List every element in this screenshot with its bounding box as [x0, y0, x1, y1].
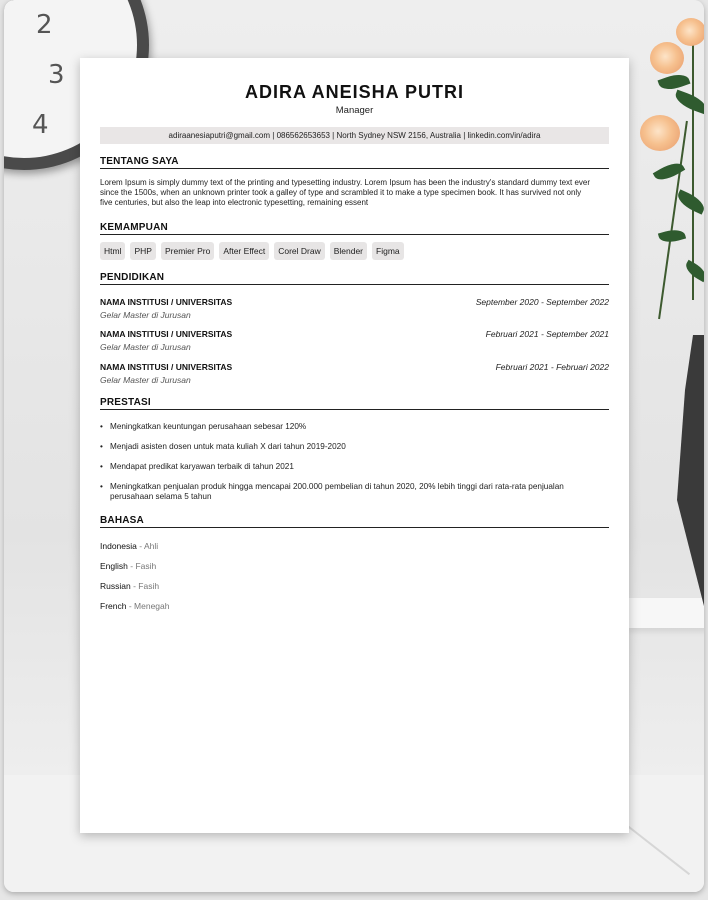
achievement-text: Menjadi asisten dosen untuk mata kuliah X dari tahun 2019-2020 [110, 442, 346, 451]
education-degree: Gelar Master di Jurusan [100, 310, 191, 320]
section-title-about: TENTANG SAYA [100, 156, 609, 169]
language-level: Fasih [138, 581, 160, 591]
resume-page [80, 58, 629, 833]
leaf [673, 90, 704, 115]
contact-bar: adiraanesiaputri@gmail.com | 086562653653 | North Sydney NSW 2156, Australia | linkedin.com/in/adira [100, 127, 609, 144]
education-institution: NAMA INSTITUSI / UNIVERSITAS [100, 329, 233, 339]
education-degree: Gelar Master di Jurusan [100, 342, 191, 352]
clock-number: 3 [48, 60, 65, 90]
language-name: English [100, 561, 128, 571]
language-level: Fasih [135, 561, 157, 571]
achievement-text: Meningkatkan penjualan produk hingga mencapai 200.000 pembelian di tahun 2020, 20% lebih tinggi dari rata-rata penjualan perusahaan selama 5 tahun [110, 482, 564, 501]
achievement-item [100, 442, 580, 452]
bullet: • [100, 422, 103, 431]
language-level: Menegah [134, 601, 170, 611]
vase [677, 335, 704, 610]
shelf [629, 598, 704, 628]
skill-tag: After Effect [219, 242, 269, 260]
flower [640, 115, 680, 151]
achievement-item [100, 462, 580, 472]
language-item [100, 581, 159, 591]
language-level: Ahli [143, 541, 159, 551]
education-dates: September 2020 - September 2022 [475, 297, 609, 307]
resume-role: Manager [335, 105, 374, 116]
resume-name: ADIRA ANEISHA PUTRI [244, 82, 464, 102]
section-title-languages: BAHASA [100, 515, 609, 528]
leaf [658, 227, 686, 245]
achievement-text: Mendapat predikat karyawan terbaik di tahun 2021 [110, 462, 294, 471]
flower [650, 42, 684, 74]
education-degree: Gelar Master di Jurusan [100, 375, 191, 385]
clock-number: 4 [32, 110, 49, 140]
language-name: Indonesia [100, 541, 137, 551]
skill-tag: Html [100, 242, 125, 260]
education-institution: NAMA INSTITUSI / UNIVERSITAS [100, 297, 233, 307]
language-item [100, 541, 158, 551]
education-dates: Februari 2021 - Februari 2022 [495, 362, 609, 372]
education-institution: NAMA INSTITUSI / UNIVERSITAS [100, 362, 233, 372]
language-item [100, 601, 169, 611]
leaf [658, 70, 691, 93]
flower [676, 18, 704, 46]
bullet: • [100, 462, 103, 471]
language-separator: - [130, 581, 139, 591]
skill-tag: Premier Pro [161, 242, 214, 260]
skill-tag: Corel Draw [274, 242, 325, 260]
skills-list [100, 242, 404, 260]
section-title-education: PENDIDIKAN [100, 272, 609, 285]
achievement-item [100, 482, 580, 502]
education-dates: Februari 2021 - September 2021 [485, 329, 609, 339]
clock-number: 2 [36, 10, 53, 40]
bullet: • [100, 482, 103, 491]
section-title-skills: KEMAMPUAN [100, 222, 609, 235]
language-item [100, 561, 156, 571]
achievement-text: Meningkatkan keuntungan perusahaan sebesar 120% [110, 422, 307, 431]
language-name: Russian [100, 581, 131, 591]
bullet: • [100, 442, 103, 451]
skill-tag: PHP [130, 242, 155, 260]
section-title-achievements: PRESTASI [100, 397, 609, 410]
language-separator: - [136, 541, 144, 551]
achievement-item [100, 422, 580, 432]
leaf [674, 189, 704, 214]
language-name: French [100, 601, 127, 611]
skill-tag: Figma [372, 242, 404, 260]
about-text: Lorem Ipsum is simply dummy text of the printing and typesetting industry. Lorem Ipsum has been the industry's standard dummy text ever since the 1500s, when an unknown printer took a galley of type and scrambled it to make a type specimen book. It has survived not only five centuries, but also the leap into electronic typesetting, remaining essent [100, 178, 591, 207]
skill-tag: Blender [330, 242, 367, 260]
language-separator: - [126, 601, 135, 611]
language-separator: - [127, 561, 136, 571]
